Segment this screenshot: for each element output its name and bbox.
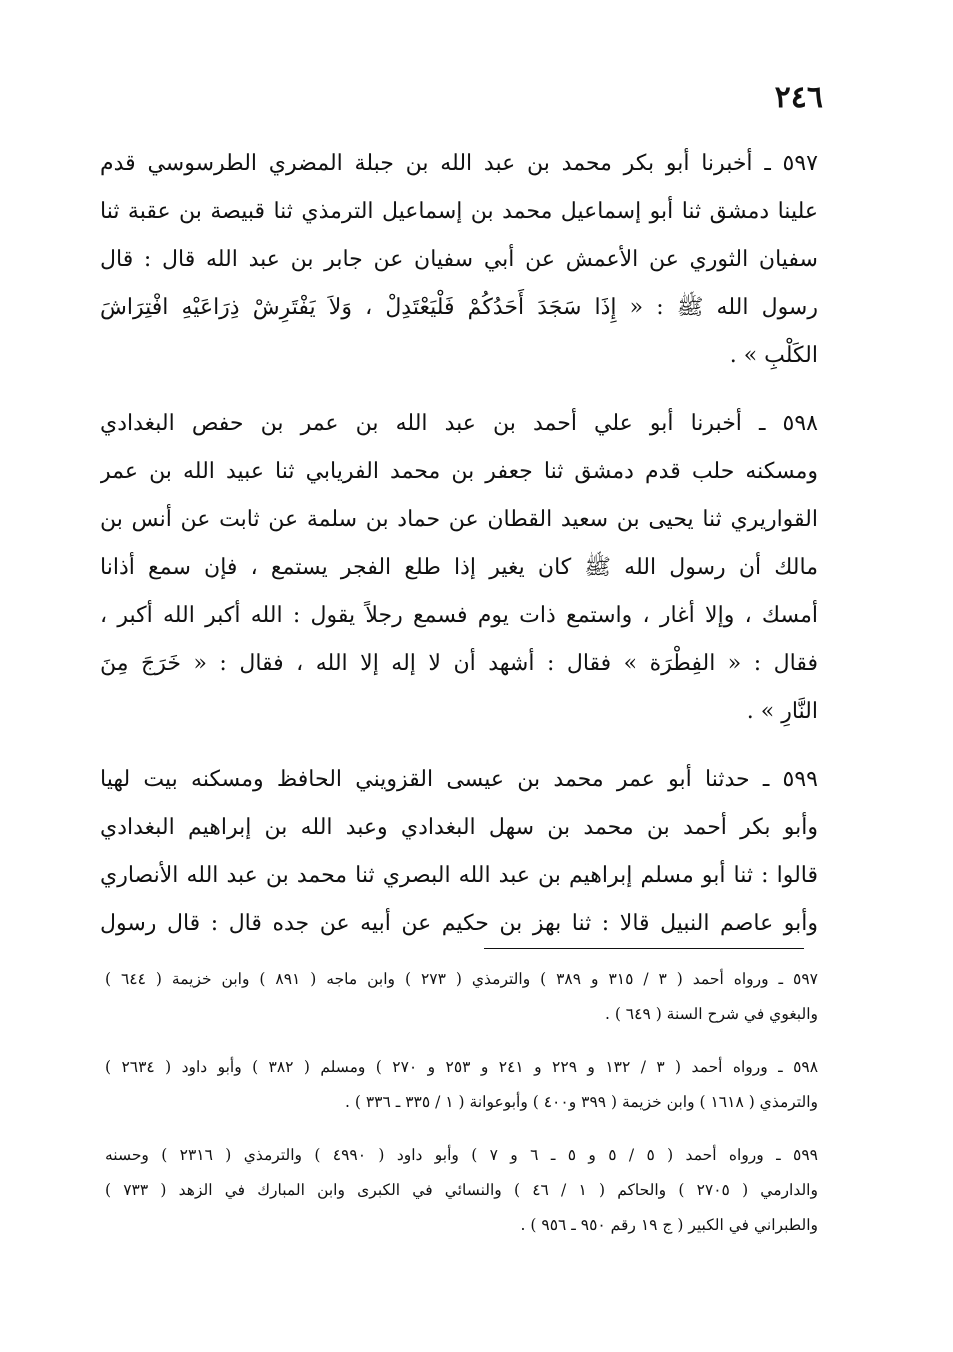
footnote-line: والدارمي ( ٢٧٠٥ ) والحاكم ( ١ / ٤٦ ) والنسائي في الكبرى وابن المبارك في الزهد ( ٧٣٣ ) <box>105 1181 818 1199</box>
text-line: ٥٩٩ ـ حدثنا أبو عمر محمد بن عيسى القزويني الحافظ ومسكنه بيت لهيا <box>100 767 818 792</box>
text-line: ٥٩٧ ـ أخبرنا أبو بكر محمد بن عبد الله بن جبلة المضري الطرسوسي قدم <box>100 151 818 176</box>
hadith-599 <box>100 756 818 948</box>
text-line: رسول الله ﷺ : « إِذَا سَجَدَ أَحَدُكُمْ فَلْيَعْتَدِلْ ، وَلاَ يَفْتَرِشْ ذِرَاعَيْهِ افْتِرَاشَ <box>100 295 818 320</box>
text-line: الكَلْبِ » . <box>729 343 818 368</box>
footnotes <box>105 962 818 1261</box>
text-line: قالوا : ثنا أبو مسلم إبراهيم بن عبد الله البصري ثنا محمد بن عبد الله الأنصاري <box>100 863 818 888</box>
footnote-599 <box>105 1138 818 1243</box>
footnote-line: ٥٩٧ ـ ورواه أحمد ( ٣ / ٣١٥ و ٣٨٩ ) والترمذي ( ٢٧٣ ) وابن ماجه ( ٨٩١ ) وابن خزيمة ( ٦٤٤ ) <box>105 970 818 988</box>
text-line: ٥٩٨ ـ أخبرنا أبو علي أحمد بن عبد الله بن عمر بن حفص البغدادي <box>100 411 818 436</box>
text-line: فقال : « الفِطْرَة » فقال : أشهد أن لا إله إلا الله ، فقال : « خَرَجَ مِنَ <box>100 651 818 676</box>
text-line: القواريري ثنا يحيى بن سعيد القطان عن حماد بن سلمة عن ثابت عن أنس بن <box>100 507 818 532</box>
text-line: النَّارِ » . <box>746 699 818 724</box>
hadith-598 <box>100 400 818 736</box>
text-line: علينا دمشق ثنا أبو إسماعيل محمد بن إسماعيل الترمذي ثنا قبيصة بن عقبة ثنا <box>100 199 818 224</box>
footnote-598 <box>105 1050 818 1120</box>
main-text <box>100 140 818 968</box>
footnote-line: والطبراني في الكبير ( ج ١٩ رقم ٩٥٠ ـ ٩٥٦ ) . <box>520 1216 818 1234</box>
text-line: ومسكنه حلب قدم دمشق ثنا جعفر بن محمد الفريابي ثنا عبيد الله بن عمر <box>100 459 818 484</box>
text-line: وأبو بكر أحمد بن محمد بن سهل البغدادي وعبد الله بن إبراهيم البغدادي <box>100 815 818 840</box>
footnote-line: ٥٩٩ ـ ورواه أحمد ( ٥ / ٥ و ٥ ـ ٦ و ٧ ) وأبو داود ( ٤٩٩٠ ) والترمذي ( ٢٣١٦ ) وحسنه <box>105 1146 818 1164</box>
text-line: أمسك ، وإلا أغار ، واستمع ذات يوم فسمع رجلاً يقول : الله أكبر الله أكبر ، <box>100 603 818 628</box>
footnote-line: والترمذي ( ١٦١٨ ) وابن خزيمة ( ٣٩٩ و٤٠٠ ) وأبوعوانة ( ١ / ٣٣٥ ـ ٣٣٦ ) . <box>345 1093 818 1111</box>
hadith-597 <box>100 140 818 380</box>
page-number: ٢٤٦ <box>774 80 823 115</box>
text-line: مالك أن رسول الله ﷺ كان يغير إذا طلع الفجر يستمع ، فإن سمع أذانا <box>100 555 818 580</box>
footnote-separator <box>484 948 804 949</box>
footnote-line: ٥٩٨ ـ ورواه أحمد ( ٣ / ١٣٢ و ٢٢٩ و ٢٤١ و ٢٥٣ و ٢٧٠ ) ومسلم ( ٣٨٢ ) وأبو داود ( ٢٦٣٤ ) <box>105 1058 818 1076</box>
footnote-597 <box>105 962 818 1032</box>
footnote-line: والبغوي في شرح السنة ( ٦٤٩ ) . <box>604 1005 818 1023</box>
text-line: سفيان الثوري عن الأعمش عن أبي سفيان عن جابر بن عبد الله قال : قال <box>100 247 818 272</box>
text-line: وأبو عاصم النبيل قالا : ثنا بهز بن حكيم عن أبيه عن جده قال : قال رسول <box>100 911 818 936</box>
